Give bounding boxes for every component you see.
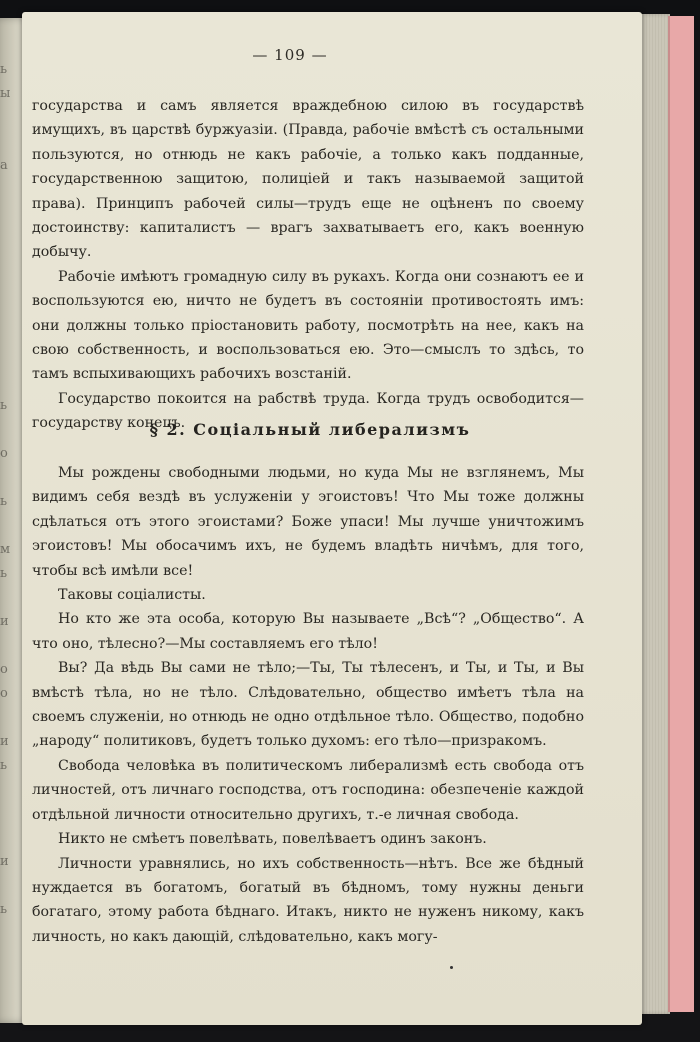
paragraph: Никто не смѣетъ повелѣвать, повелѣваетъ одинъ законъ. [58, 831, 487, 848]
paragraph: Рабочіе имѣютъ громадную силу въ рукахъ. Когда они сознаютъ ее и воспользуются ею, ничто не будетъ въ состояніи противостоять имъ: они должны только пріостановить работу, посмотрѣть на нее, какъ на свою собственность, и воспользоваться ею. Это—смыслъ то здѣсь, то тамъ вспыхивающихъ рабочихъ возстаній. [32, 268, 584, 383]
left-page-text-fragments: ь ы а ь о ь м ь и о о и ь и ь [0, 62, 11, 917]
paragraph: Но кто же эта особа, которую Вы называете „Всѣ“? „Общество“. А что оно, тѣлесно?—Мы составляемъ его тѣло! [32, 611, 584, 652]
paragraph: Таковы соціалисты. [58, 587, 206, 604]
paragraph: Мы рождены свободными людьми, но куда Мы не взглянемъ, Мы видимъ себя вездѣ въ услуженіи у эгоистовъ! Что Мы тоже должны сдѣлаться отъ этого эгоистами? Боже упаси! Мы лучше уничтожимъ эгоистовъ! Мы обосачимъ ихъ, не будемъ владѣть ничѣмъ, для того, чтобы всѣ имѣли все! [32, 465, 584, 579]
text-block-bottom [32, 461, 584, 949]
paragraph: государства и самъ является враждебною силою въ государствѣ имущихъ, въ царствѣ буржуазіи. (Правда, рабочіе вмѣстѣ съ остальными пользуются, но отнюдь не какъ рабочіе, а только какъ подданные, государственною защитою, полиціей и такъ называемой защитой права). Принципъ рабочей силы—трудъ еще не оцѣненъ по своему достоинству: капиталистъ — врагъ захватываетъ его, какъ военную добычу. [32, 98, 584, 261]
paragraph: Вы? Да вѣдь Вы сами не тѣло;—Ты, Ты тѣлесенъ, и Ты, и Ты, и Вы вмѣстѣ тѣла, но не тѣло. Слѣдовательно, общество имѣетъ тѣла на своемъ служеніи, но отнюдь не одно отдѣльное тѣло. Общество, подобно „народу“ политиковъ, будетъ только духомъ: его тѣло—призракомъ. [32, 660, 584, 750]
text-block-top [32, 94, 584, 436]
page-number: — 109 — [252, 46, 328, 64]
paragraph: Государство покоится на рабствѣ труда. Когда трудъ освободится—государству конецъ. [32, 390, 584, 432]
paragraph: Свобода человѣка въ политическомъ либерализмѣ есть свобода отъ личностей, отъ личнаго господства, отъ господина: обезпеченіе каждой отдѣльной личности относительно другихъ, т.-е личная свобода. [32, 757, 584, 823]
book-cover-edge [668, 16, 694, 1012]
section-heading: § 2. Соціальный либерализмъ [149, 420, 471, 439]
print-speck [450, 966, 453, 969]
paragraph: Личности уравнялись, но ихъ собственность—нѣтъ. Все же бѣдный нуждается въ богатомъ, богатый въ бѣдномъ, тому нужны деньги богатаго, этому работа бѣднаго. Итакъ, никто не нуженъ никому, какъ личность, но какъ дающій, слѣдовательно, какъ могу- [32, 855, 584, 945]
